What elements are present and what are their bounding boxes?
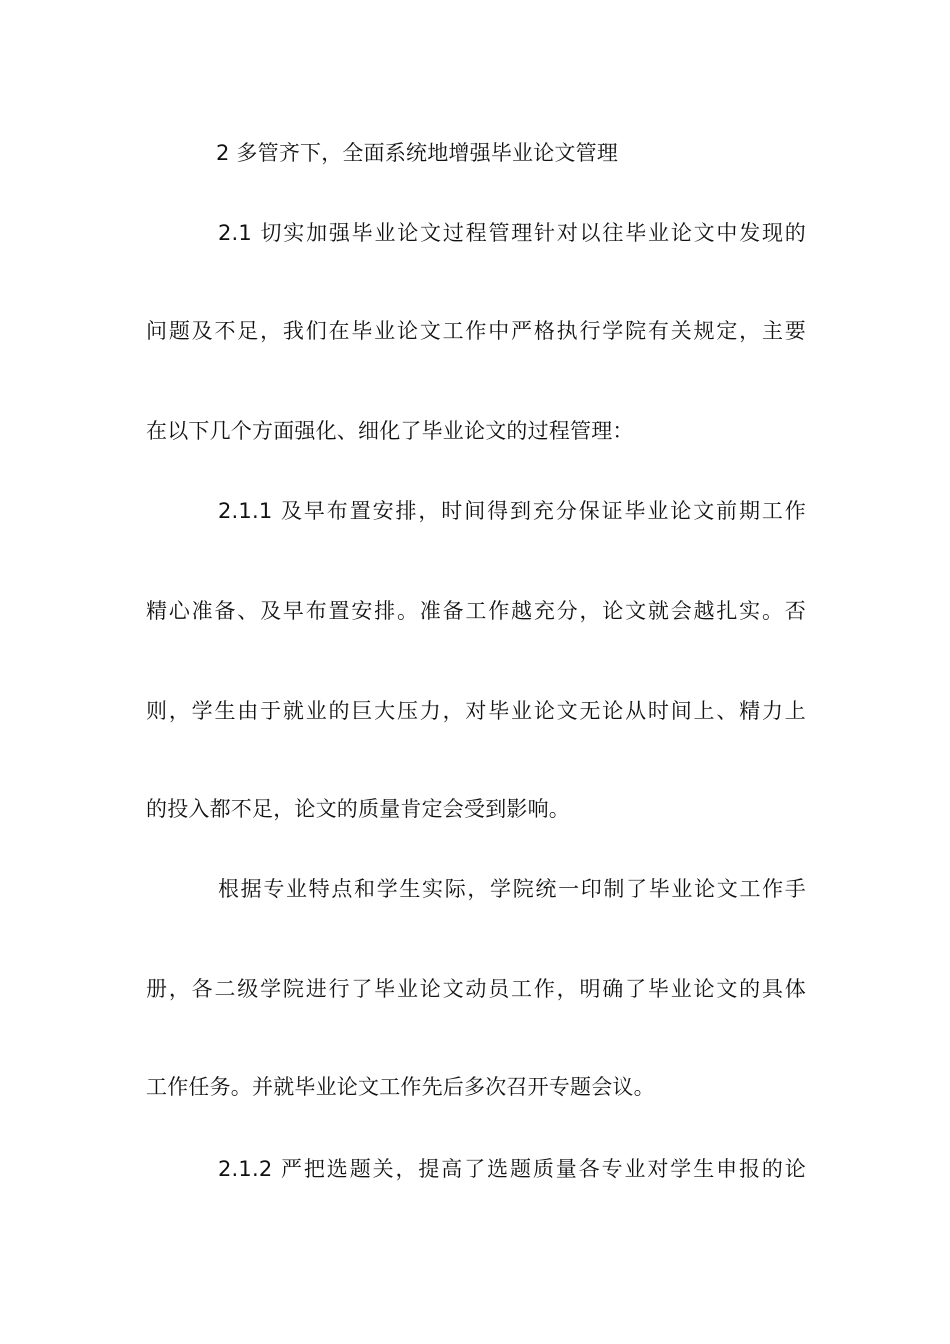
paragraph-line: 工作任务。并就毕业论文工作先后多次召开专题会议。 xyxy=(146,1075,655,1099)
paragraph-line: 2.1.1 及早布置安排，时间得到充分保证毕业论文前期工作 xyxy=(218,499,806,523)
paragraph-line: 根据专业特点和学生实际，学院统一印制了毕业论文工作手 xyxy=(218,877,806,901)
paragraph-line: 问题及不足，我们在毕业论文工作中严格执行学院有关规定，主要 xyxy=(146,319,806,343)
paragraph-line: 则，学生由于就业的巨大压力，对毕业论文无论从时间上、精力上 xyxy=(146,699,806,723)
section-heading: 2 多管齐下，全面系统地增强毕业论文管理 xyxy=(216,141,619,165)
paragraph-line: 的投入都不足，论文的质量肯定会受到影响。 xyxy=(146,797,570,821)
paragraph-line: 精心准备、及早布置安排。准备工作越充分，论文就会越扎实。否 xyxy=(146,599,806,623)
paragraph-line: 2.1 切实加强毕业论文过程管理针对以往毕业论文中发现的 xyxy=(218,221,806,245)
paragraph-line: 册，各二级学院进行了毕业论文动员工作，明确了毕业论文的具体 xyxy=(146,977,806,1001)
paragraph-line: 2.1.2 严把选题关，提高了选题质量各专业对学生申报的论 xyxy=(218,1157,806,1181)
paragraph-line: 在以下几个方面强化、细化了毕业论文的过程管理： xyxy=(146,419,634,443)
